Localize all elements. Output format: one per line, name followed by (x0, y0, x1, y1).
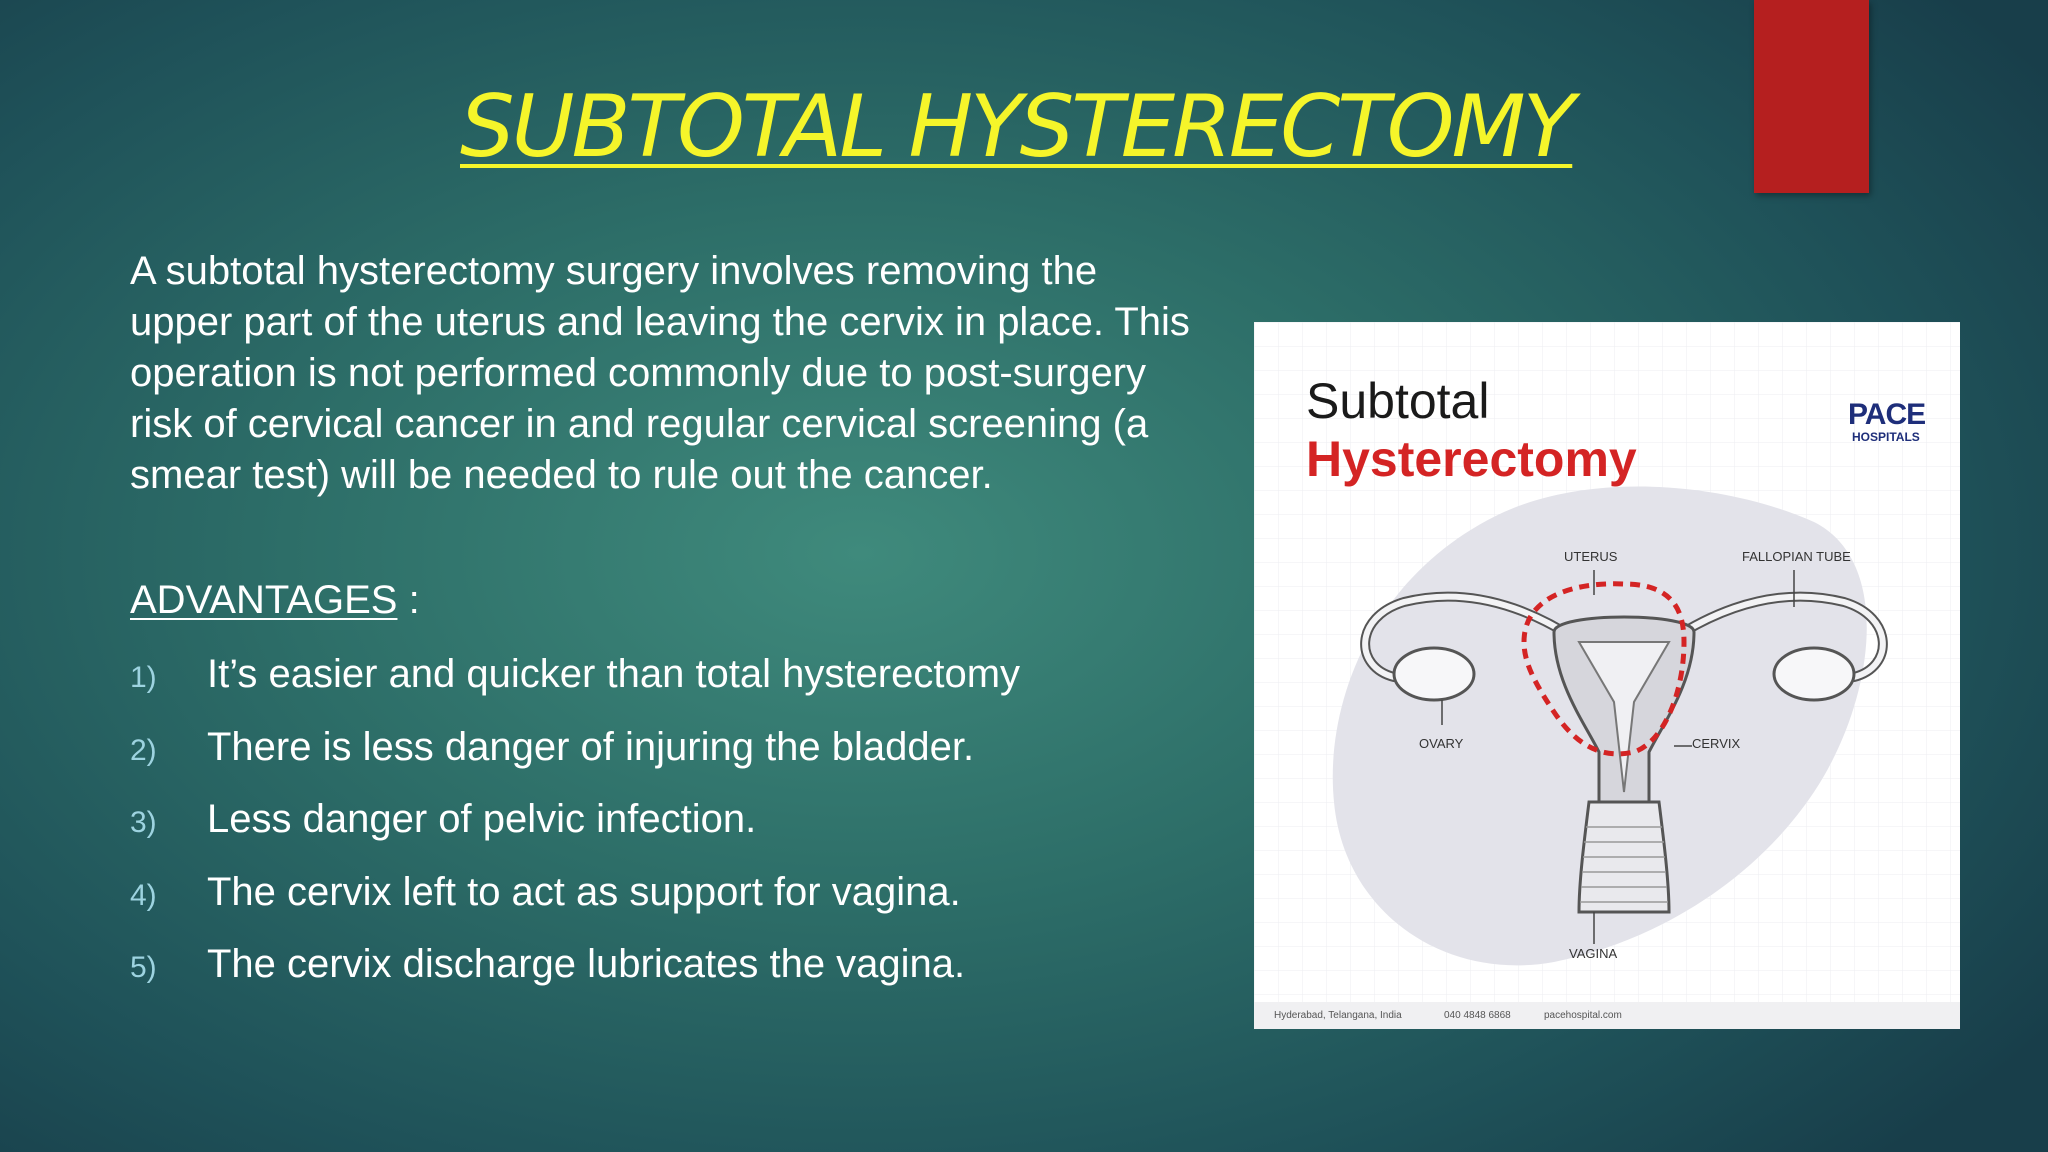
decorative-red-tab (1754, 0, 1869, 193)
list-number: 1) (130, 661, 157, 694)
advantages-heading-colon: : (397, 578, 420, 622)
footer-phone: 040 4848 6868 (1444, 1010, 1511, 1021)
hospital-logo: PACE (1848, 398, 1926, 431)
label-cervix: CERVIX (1692, 736, 1741, 751)
label-vagina: VAGINA (1569, 946, 1618, 961)
list-text: There is less danger of injuring the bladder. (207, 724, 975, 769)
list-item (130, 789, 1020, 862)
label-ovary: OVARY (1419, 736, 1464, 751)
advantages-heading-text: ADVANTAGES (130, 578, 398, 622)
list-number: 3) (130, 806, 157, 839)
list-item (130, 644, 1020, 717)
list-text: Less danger of pelvic infection. (207, 797, 757, 841)
hospital-logo-sub: HOSPITALS (1852, 430, 1920, 444)
label-fallopian-tube: FALLOPIAN TUBE (1742, 549, 1851, 564)
intro-paragraph: A subtotal hysterectomy surgery involves removing the upper part of the uterus and leaving the cervix in place. This operation is not performed commonly due to post-surgery risk of cervical cancer in and regular cervical screening (a smear test) will be needed to rule out the cancer. (130, 249, 1190, 497)
figure-footer (1254, 1002, 1960, 1029)
label-uterus: UTERUS (1564, 549, 1618, 564)
slide-title: SUBTOTAL HYSTERECTOMY (460, 77, 1573, 177)
list-number: 4) (130, 878, 157, 912)
list-item (130, 717, 1020, 790)
figure-title-line1: Subtotal (1306, 373, 1490, 429)
advantages-heading (130, 574, 420, 626)
advantages-list (130, 644, 1020, 1007)
footer-location: Hyderabad, Telangana, India (1274, 1010, 1402, 1021)
footer-website: pacehospital.com (1544, 1010, 1622, 1021)
list-text: It’s easier and quicker than total hysterectomy (207, 652, 1021, 696)
ovary-right (1774, 648, 1854, 700)
list-item (130, 862, 1020, 935)
ovary-left (1394, 648, 1474, 700)
figure-title-line2: Hysterectomy (1306, 431, 1637, 487)
list-number: 2) (130, 733, 157, 767)
list-item (130, 934, 1020, 1007)
list-number: 5) (130, 951, 157, 984)
list-text: The cervix left to act as support for vagina. (207, 869, 961, 914)
hysterectomy-illustration (1254, 322, 1960, 1029)
list-text: The cervix discharge lubricates the vagina. (207, 942, 966, 986)
